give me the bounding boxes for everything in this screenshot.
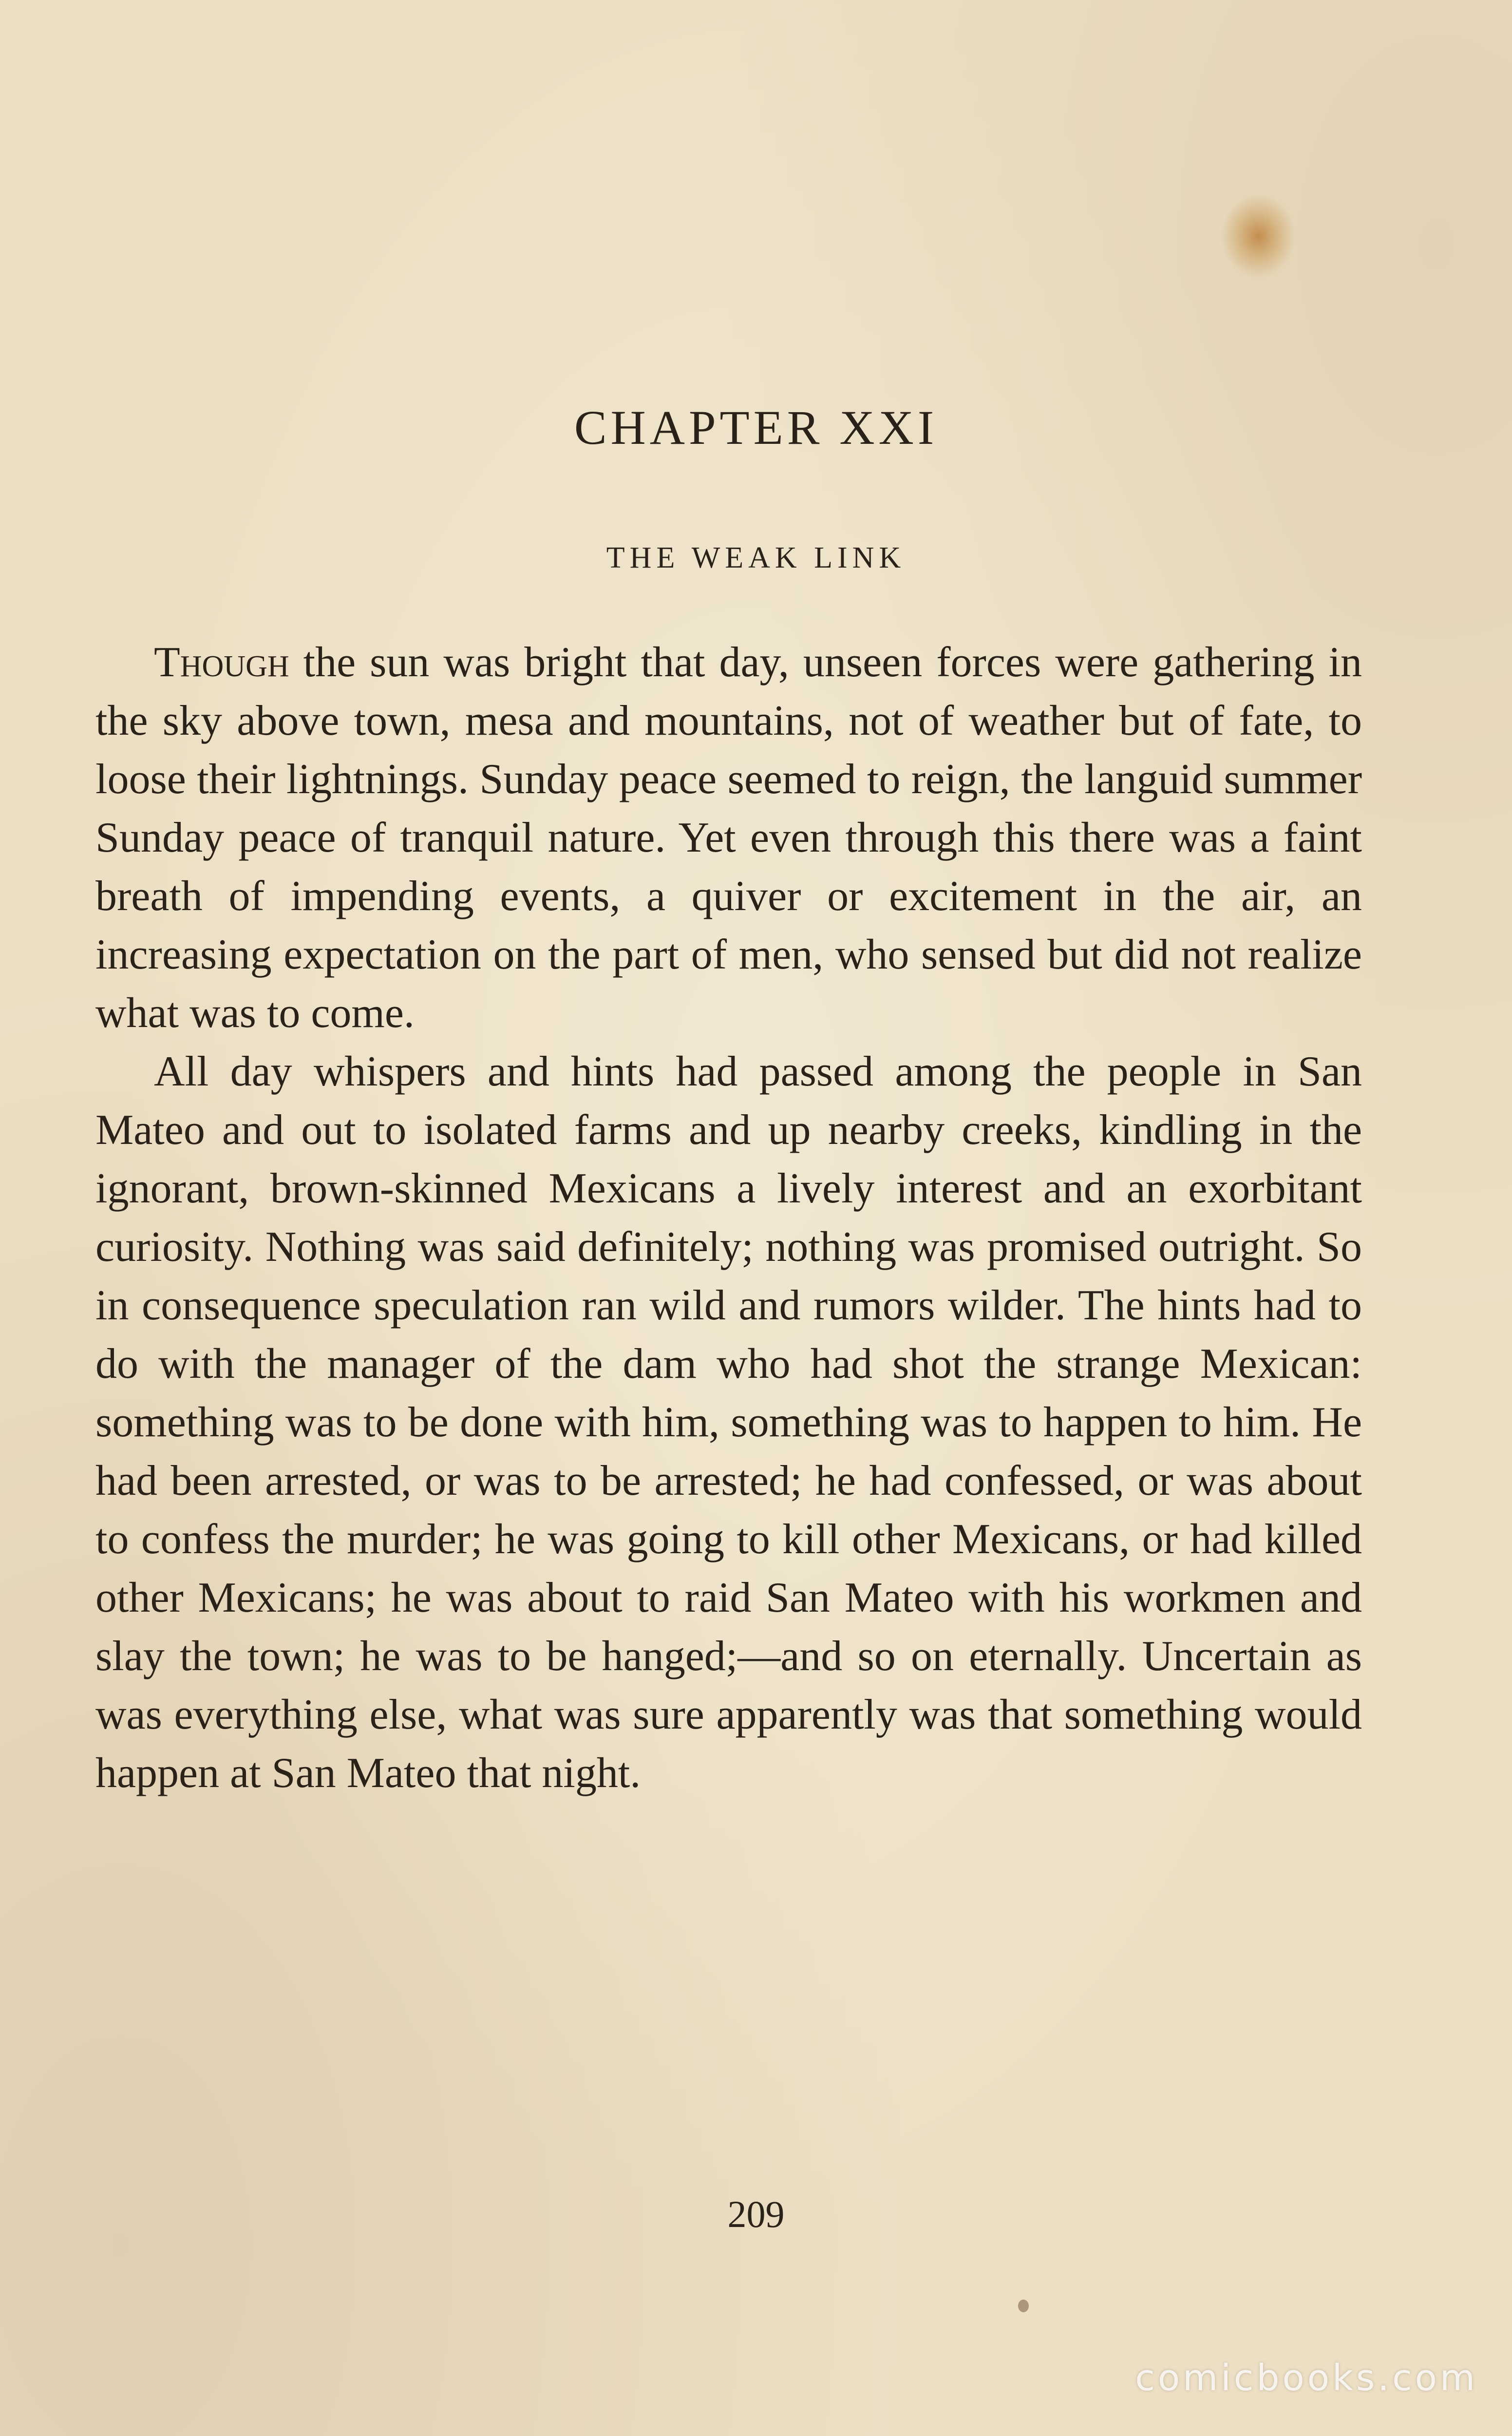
paragraph-2 <box>95 1043 1362 1803</box>
paragraph-1-lead: Though <box>154 639 289 686</box>
body-text <box>95 633 1362 1803</box>
paragraph-1 <box>95 633 1362 1043</box>
page-number: 209 <box>727 2193 785 2235</box>
paper-stain <box>1222 195 1295 278</box>
chapter-subtitle: THE WEAK LINK <box>606 541 906 574</box>
chapter-heading: CHAPTER XXI <box>574 400 938 455</box>
watermark: comicbooks.com <box>1135 2357 1478 2399</box>
paragraph-1-text: the sun was bright that day, unseen forces were gathering in the sky above town, mesa and mountains, not of weather but of fate, to loose their lightnings. Sunday peace seemed to reign, the languid summer Sunday peace of tranquil nature. Yet even through this there was a faint breath of impending events, a quiver or excitement in the air, an increasing expectation on the part of men, who sensed but did not realize what was to come. <box>95 639 1362 1037</box>
paper-speck <box>1018 2300 1029 2312</box>
paragraph-2-text: All day whispers and hints had passed among the people in San Mateo and out to isolated farms and up nearby creeks, kindling in the ignorant, brown-skinned Mexicans a lively interest and an exorbitant curiosity. Nothing was said definitely; nothing was promised outright. So in consequence speculation ran wild and rumors wilder. The hints had to do with the manager of the dam who had shot the strange Mexican: something was to be done with him, something was to happen to him. He had been arrested, or was to be arrested; he had confessed, or was about to confess the murder; he was going to kill other Mexicans, or had killed other Mexicans; he was about to raid San Mateo with his workmen and slay the town; he was to be hanged;—and so on eternally. Uncertain as was everything else, what was sure apparently was that something would happen at San Mateo that night. <box>95 1048 1362 1797</box>
